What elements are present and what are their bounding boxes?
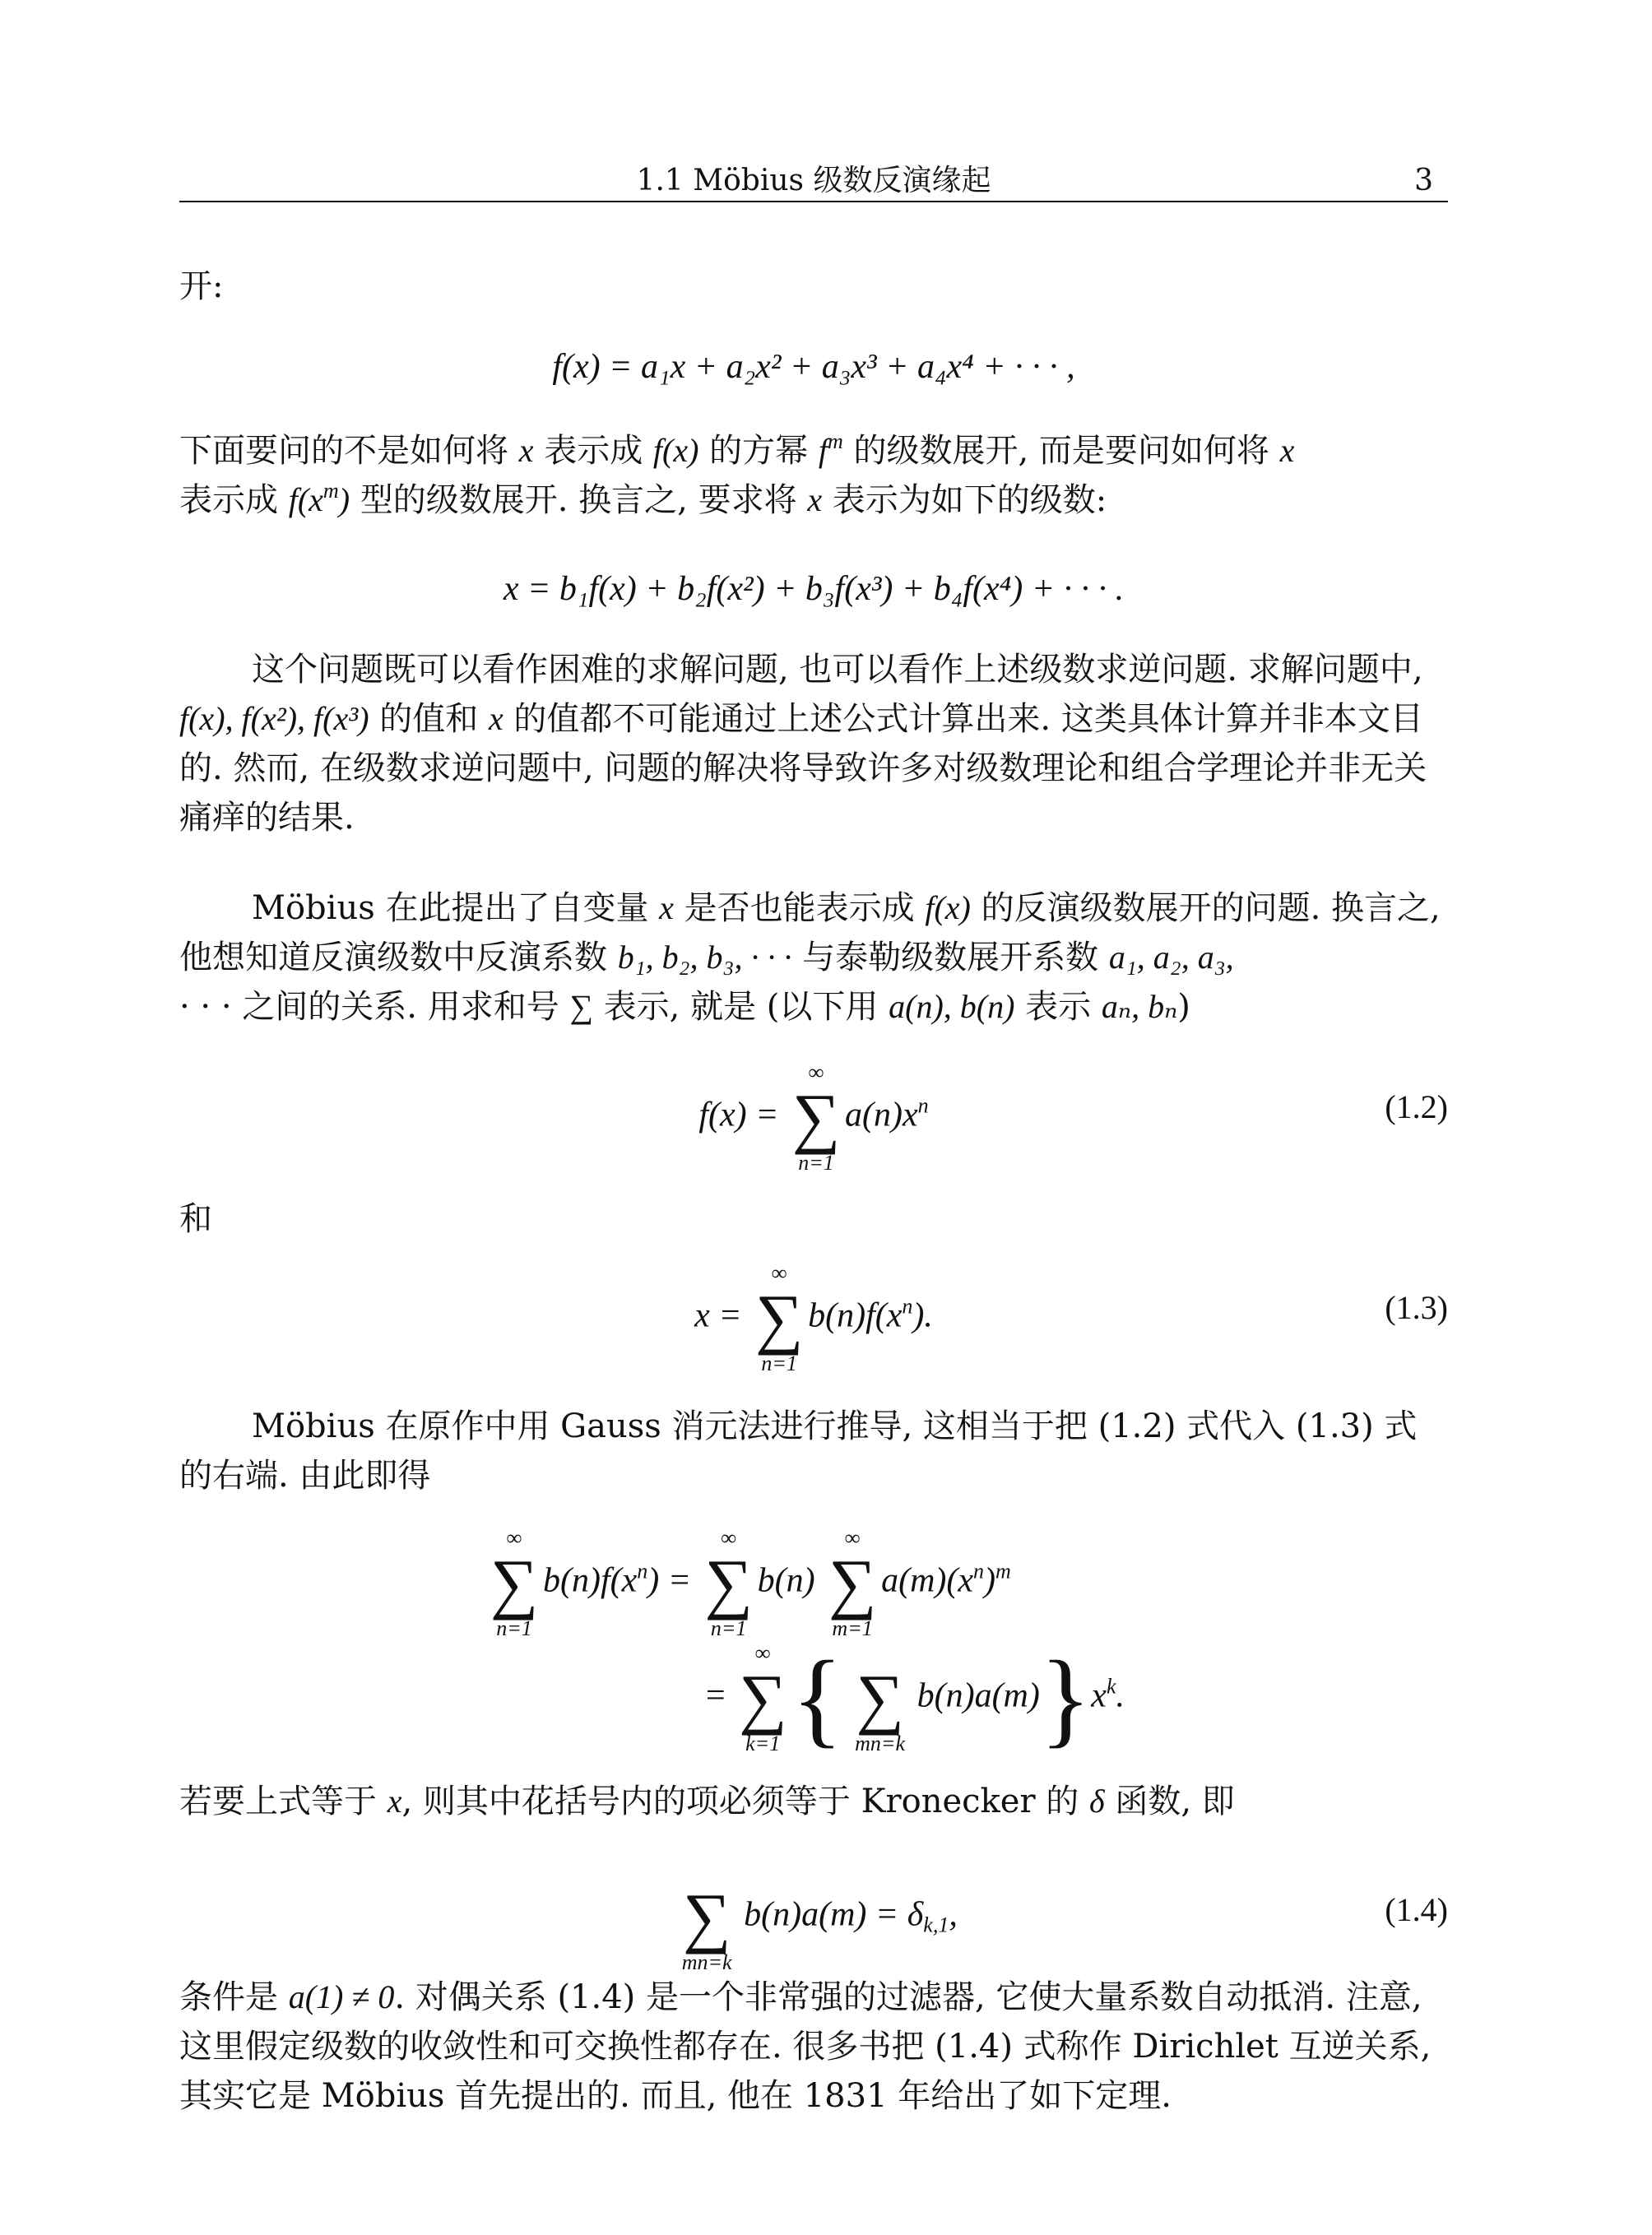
paragraph-kronecker: 若要上式等于 x, 则其中花括号内的项必须等于 Kronecker 的 δ 函数, 即 [179,1783,1235,1820]
equation-1-4: ∑ mn=k $b(n)a(m) = \delta_{k,1}$, (1.4) [179,1861,1448,1959]
equation-1-2: f(x) = ∞ ∑ n=1 $a(n)x^n$ (1.2) [698,1060,1448,1175]
paragraph-open: 开: [179,267,224,305]
equation-derivation-row-2: = ∞ ∑ k=1 { ∑ mn=k $b(n)a(m)\}x^k$. [706,1639,1125,1758]
equation-inverse-series: x = b₁f(x) + b₂f(x²) + b₃f(x³) + b₄f(x⁴) + · · · . [503,570,1125,608]
summation-sign: ∞ ∑ n=1 [490,1526,539,1640]
right-brace: } [1039,1639,1092,1758]
paragraph-condition: 条件是 a(1) ≠ 0. 对偶关系 (1.4) 是一个非常强的过滤器, 它使大量系数自动抵消. 注意, 这里假定级数的收敛性和可交换性都存在. 很多书把 (1.4) 式称作 Dirichlet 互逆关系, 其实它是 Möbius 首先提出的. 而且, 他在 1831 年给出了如下定理. [179,1978,1432,2115]
equation-1-3: x = ∞ ∑ n=1 $b(n)f(x^n)$. (1.3) [694,1261,1448,1375]
summation-sign: ∞ ∑ n=1 [704,1526,753,1640]
summation-sign: ∞ ∑ n=1 [754,1261,804,1375]
paragraph-gauss: Möbius 在原作中用 Gauss 消元法进行推导, 这相当于把 (1.2) 式代入 (1.3) 式的右端. 由此即得 [179,1407,1418,1495]
running-header [179,161,1448,201]
paragraph-and: 和 [179,1200,212,1238]
paragraph-mobius: Möbius 在此提出了自变量 x 是否也能表示成 f(x) 的反演级数展开的问题. 换言之, 他想知道反演级数中反演系数 b₁, b₂, b₃, · · · 与泰勒级数展开系数 a₁, a₂, a₃, · · · 之间的关系. 用求和号 ∑ 表示, 就是 (以下用 a(n), b(n) 表示 aₙ, bₙ) [179,889,1441,1026]
summation-sign: ∞ ∑ m=1 [828,1526,877,1640]
summation-sign: ∞ ∑ n=1 [791,1060,841,1175]
summation-sign: ∑ mn=k [855,1661,906,1755]
equation-number: (1.3) [1385,1289,1448,1326]
equation-number: (1.2) [1385,1088,1448,1125]
left-brace: { [791,1639,843,1758]
header-rule [179,201,1448,202]
paragraph-question: 下面要问的不是如何将 x 表示成 f(x) 的方幂 $f^m$ 的级数展开, 而是要问如何将 x 表示成 $f(x^m)$ 型的级数展开. 换言之, 要求将 x 表示为如下的级数: [179,429,1295,519]
paragraph-problem: 这个问题既可以看作困难的求解问题, 也可以看作上述级数求逆问题. 求解问题中, f(x), f(x²), f(x³) 的值和 x 的值都不可能通过上述公式计算出来. 这类具体计算并非本文目的. 然而, 在级数求逆问题中, 问题的解决将导致许多对级数理论和组合学理论并非无关痛痒的结果. [179,651,1427,837]
page-number: 3 [1414,164,1433,197]
equation-derivation-row-1: ∞ ∑ n=1 $b(n)f(x^n)$ = ∞ ∑ n=1 b(n) ∞ ∑ m=1 $a(m)(x^n)^m$ [485,1527,1011,1634]
summation-sign: ∑ mn=k [681,1880,732,1974]
section-title: 1.1 Möbius 级数反演缘起 [636,164,991,197]
equation-taylor: f(x) = a₁x + a₂x² + a₃x³ + a₄x⁴ + · · · , [552,348,1075,386]
equation-number: (1.4) [1385,1891,1448,1928]
summation-sign: ∞ ∑ k=1 [738,1641,787,1755]
